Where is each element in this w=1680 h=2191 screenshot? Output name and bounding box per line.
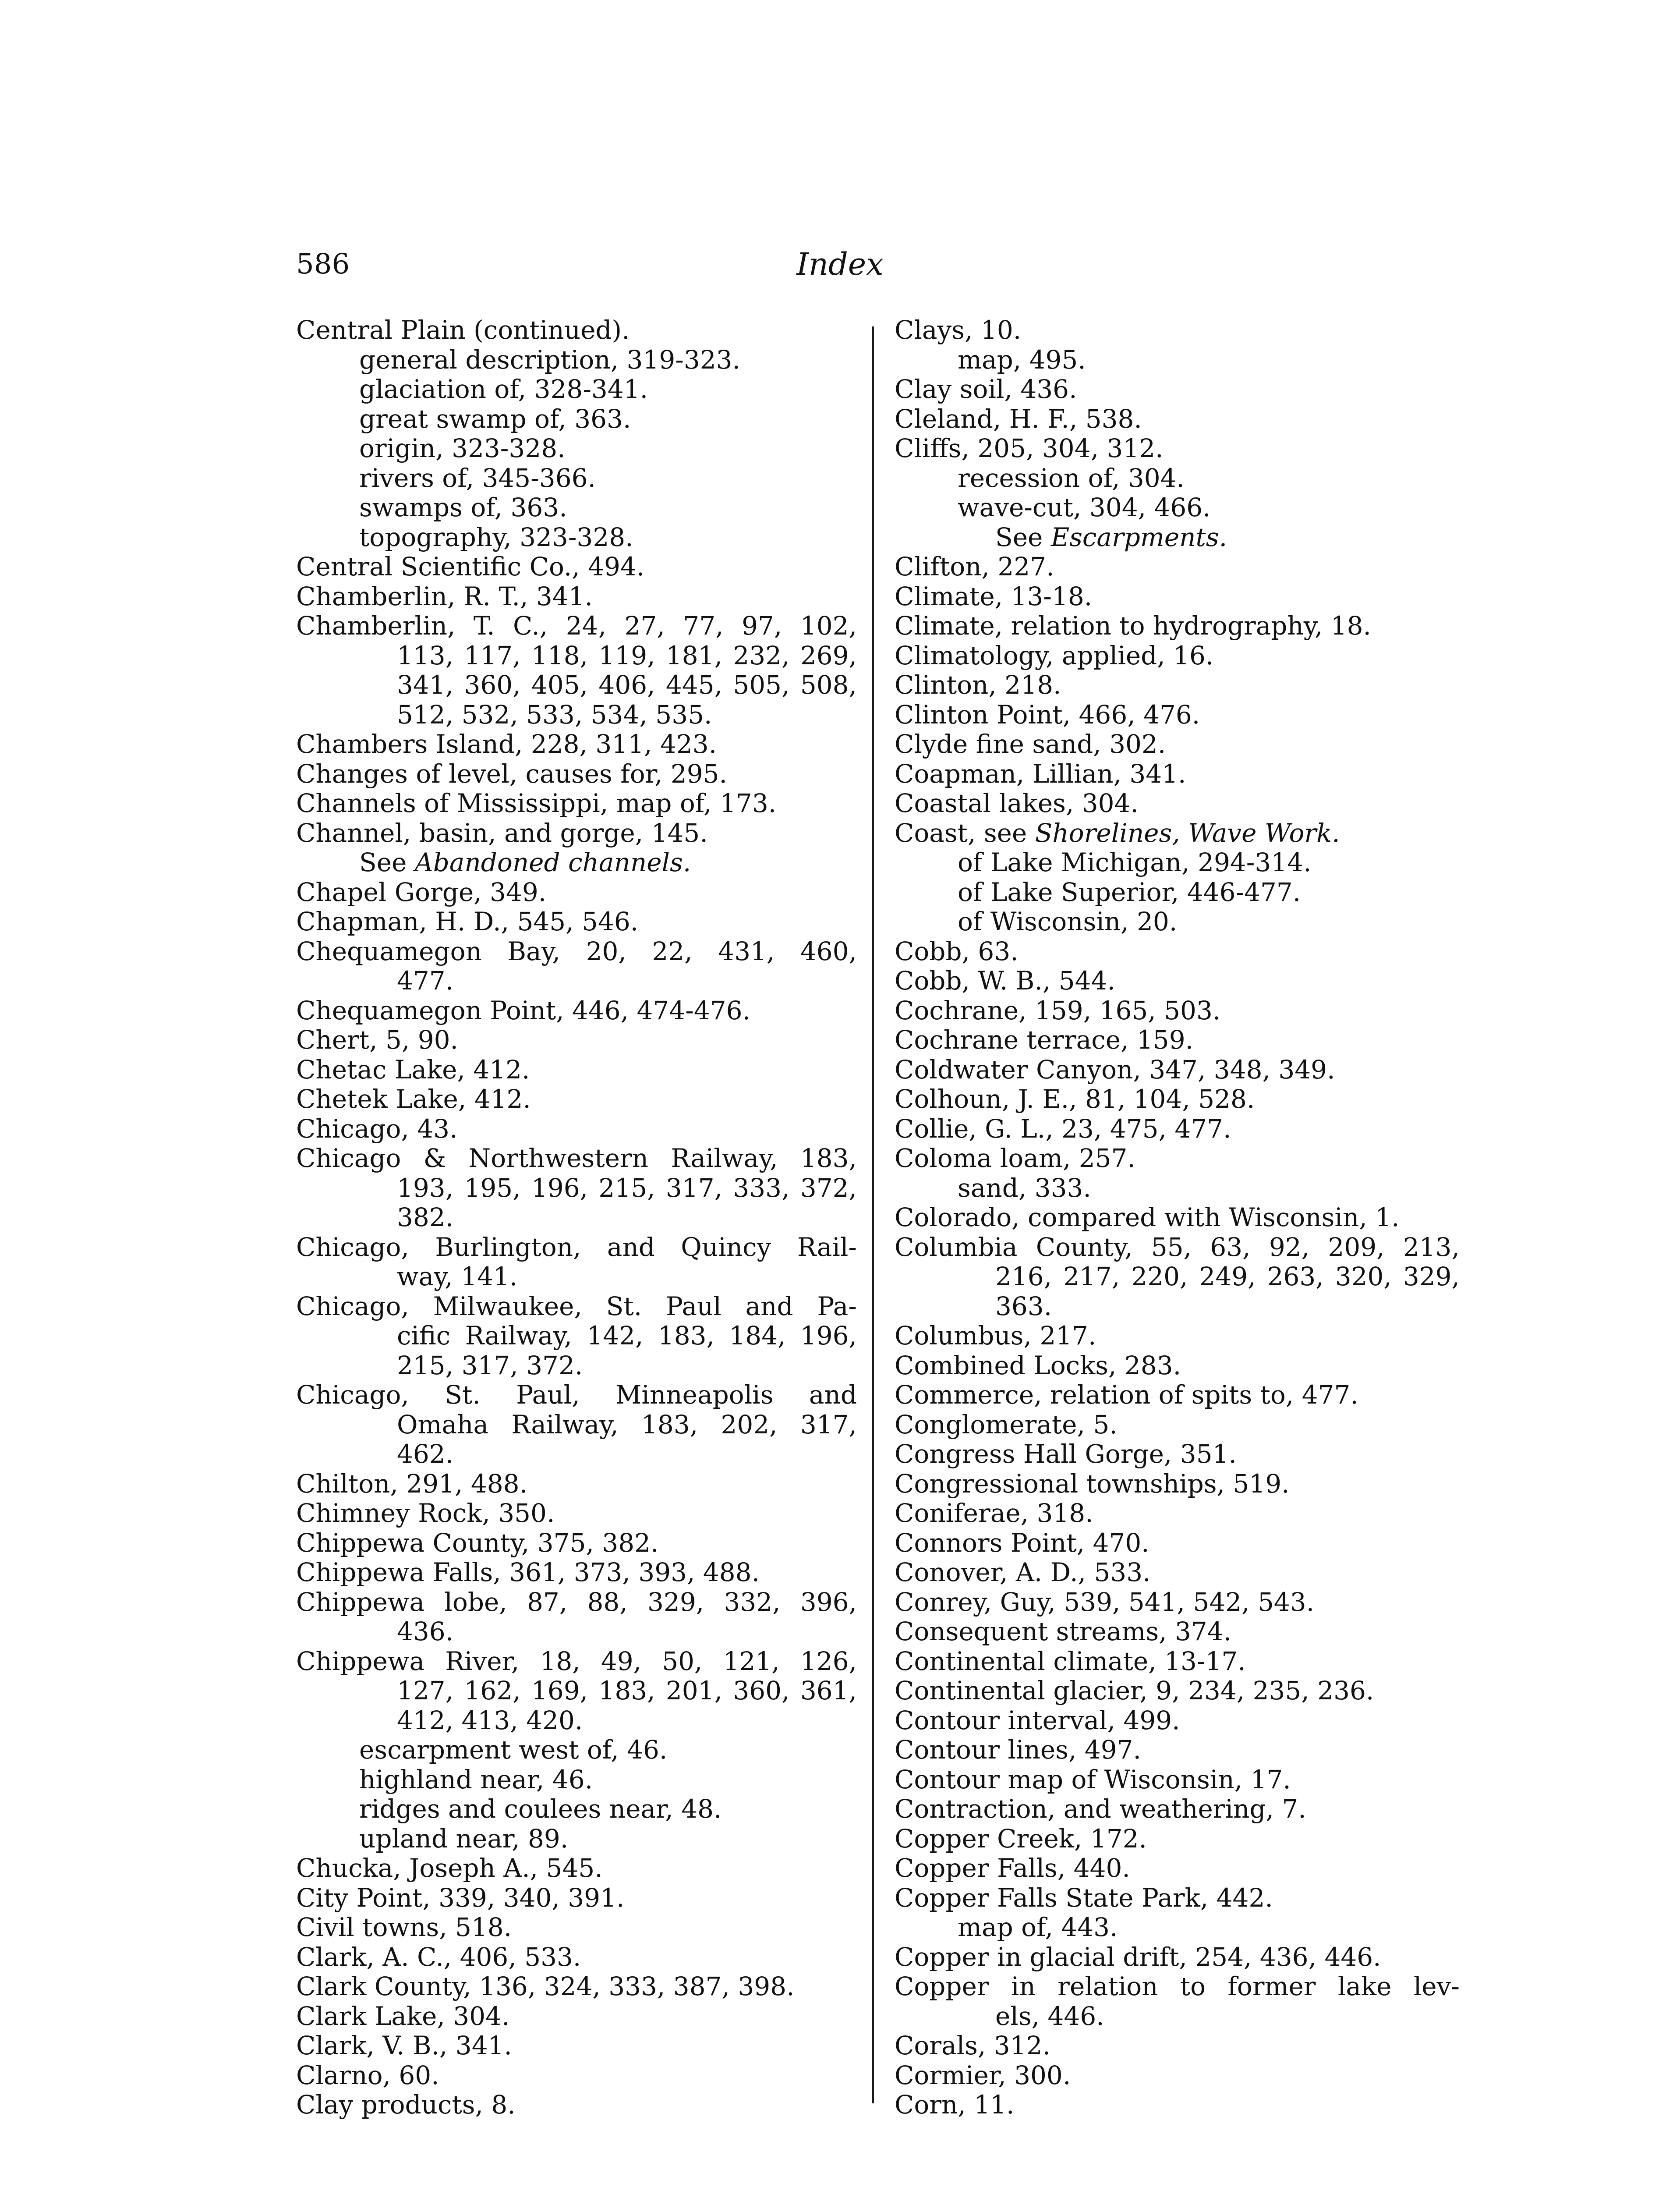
- index-entry: [895, 700, 1460, 730]
- index-entry-text: Civil towns, 518.: [296, 1912, 512, 1942]
- index-entry-text: Chamberlin, T. C., 24, 27, 77, 97, 102,: [296, 611, 857, 641]
- index-entry-text: Copper in glacial drift, 254, 436, 446.: [895, 1942, 1381, 1972]
- index-entry: [895, 2061, 1460, 2091]
- index-entry-text: Clark, V. B., 341.: [296, 2031, 512, 2060]
- index-entry: [296, 730, 857, 759]
- index-entry-text: origin, 323-328.: [359, 433, 566, 463]
- index-entry-text: 477.: [397, 966, 454, 996]
- index-subentry: [895, 2002, 1460, 2031]
- index-subentry: [296, 1173, 857, 1203]
- index-entry: [296, 878, 857, 908]
- index-entry: [296, 1292, 857, 1322]
- index-entry-text: Combined Locks, 283.: [895, 1350, 1181, 1380]
- index-entry: [895, 819, 1460, 848]
- index-entry-text: Cormier, 300.: [895, 2060, 1071, 2090]
- index-entry-text: 113, 117, 118, 119, 181, 232, 269,: [397, 641, 857, 670]
- index-entry-text: Chimney Rock, 350.: [296, 1498, 555, 1528]
- index-entry: [895, 1469, 1460, 1499]
- index-entry-text: Coastal lakes, 304.: [895, 788, 1139, 818]
- index-subentry: [296, 404, 857, 434]
- index-entry: [895, 641, 1460, 671]
- index-entry: [895, 1380, 1460, 1410]
- index-subentry: [296, 848, 857, 878]
- index-entry-text: Changes of level, causes for, 295.: [296, 759, 727, 789]
- index-entry-text: Climate, relation to hydrography, 18.: [895, 611, 1371, 641]
- index-entry: [296, 2090, 857, 2120]
- index-entry-text: Cliffs, 205, 304, 312.: [895, 433, 1164, 463]
- index-entry-text: Chambers Island, 228, 311, 423.: [296, 729, 717, 759]
- index-entry: [895, 1617, 1460, 1647]
- index-entry-text: Chicago, St. Paul, Minneapolis and: [296, 1380, 857, 1410]
- index-entry-text: 127, 162, 169, 183, 201, 360, 361,: [397, 1676, 857, 1705]
- index-entry-text: 382.: [397, 1202, 454, 1232]
- index-entry: [895, 937, 1460, 967]
- index-entry-text: Chucka, Joseph A., 545.: [296, 1853, 603, 1883]
- index-subentry: [296, 1439, 857, 1469]
- index-entry: [895, 2031, 1460, 2061]
- index-entry-text: Continental glacier, 9, 234, 235, 236.: [895, 1676, 1374, 1705]
- index-entry-text: general description, 319-323.: [359, 344, 740, 375]
- index-entry-text: highland near, 46.: [359, 1764, 593, 1794]
- index-subentry: [895, 493, 1460, 523]
- index-entry-text: Clark County, 136, 324, 333, 387, 398.: [296, 1971, 795, 2001]
- index-column-right: [895, 316, 1460, 2120]
- index-entry-text: recession of, 304.: [958, 463, 1185, 493]
- index-entry: [895, 1085, 1460, 1114]
- index-entry: [296, 2061, 857, 2091]
- index-entry-text: 193, 195, 196, 215, 317, 333, 372,: [397, 1173, 857, 1203]
- index-entry-text: of Lake Superior, 446-477.: [958, 877, 1301, 907]
- index-entry: [895, 1439, 1460, 1469]
- index-entry-text: Collie, G. L., 23, 475, 477.: [895, 1113, 1231, 1144]
- index-entry: [895, 2090, 1460, 2120]
- index-entry-text: Coloma loam, 257.: [895, 1143, 1135, 1173]
- index-entry: [296, 1233, 857, 1262]
- index-entry-text: Chicago, 43.: [296, 1113, 458, 1144]
- index-entry: [296, 1913, 857, 1943]
- index-entry-text: Chapel Gorge, 349.: [296, 877, 547, 907]
- index-entry: [895, 1943, 1460, 1972]
- index-entry-text: glaciation of, 328-341.: [359, 374, 648, 404]
- index-subentry: [296, 1321, 857, 1351]
- index-entry-text: Chippewa Falls, 361, 373, 393, 488.: [296, 1557, 760, 1587]
- index-subentry: [296, 1735, 857, 1765]
- index-subentry: [296, 1765, 857, 1795]
- index-subentry: [296, 966, 857, 996]
- index-entry: [895, 1025, 1460, 1055]
- index-entry: [296, 1114, 857, 1144]
- index-entry-text: 412, 413, 420.: [397, 1705, 583, 1735]
- index-entry-text: Conrey, Guy, 539, 541, 542, 543.: [895, 1587, 1315, 1617]
- index-entry: [895, 1321, 1460, 1351]
- index-entry: [296, 316, 857, 345]
- index-entry: [895, 1055, 1460, 1085]
- index-entry-text: Clarno, 60.: [296, 2060, 439, 2090]
- index-entry-text: upland near, 89.: [359, 1823, 569, 1854]
- index-entry-text: Chequamegon Point, 446, 474-476.: [296, 995, 750, 1025]
- index-entry-text: Coniferae, 318.: [895, 1498, 1093, 1528]
- index-entry: [296, 552, 857, 582]
- index-entry-text: Omaha Railway, 183, 202, 317,: [397, 1410, 857, 1439]
- index-entry: [296, 1380, 857, 1410]
- index-entry: [895, 966, 1460, 996]
- index-subentry: [296, 375, 857, 404]
- index-entry: [895, 1144, 1460, 1173]
- index-entry-text: Chetac Lake, 412.: [296, 1054, 530, 1085]
- index-entry-text: Cochrane terrace, 159.: [895, 1025, 1194, 1055]
- index-entry: [296, 1558, 857, 1588]
- index-entry: [895, 789, 1460, 819]
- index-entry-text: See: [359, 847, 415, 877]
- index-entry-text: Chamberlin, R. T., 341.: [296, 581, 593, 611]
- index-entry-text: rivers of, 345-366.: [359, 463, 596, 493]
- index-entry: [296, 582, 857, 612]
- index-entry: [296, 1144, 857, 1173]
- page-header: [0, 240, 1680, 288]
- index-entry: [895, 1528, 1460, 1558]
- index-entry: [296, 1972, 857, 2002]
- index-entry-text: Central Scientific Co., 494.: [296, 552, 645, 581]
- index-entry-text: Clay products, 8.: [296, 2090, 516, 2120]
- index-subentry: [296, 1794, 857, 1824]
- index-subentry: [296, 1262, 857, 1292]
- index-entry: [895, 316, 1460, 345]
- index-entry-text: escarpment west of, 46.: [359, 1735, 668, 1765]
- index-entry-text: Clay soil, 436.: [895, 374, 1077, 404]
- index-subentry: [895, 1292, 1460, 1322]
- index-entry: [895, 1499, 1460, 1528]
- index-entry-text: Cleland, H. F., 538.: [895, 404, 1142, 434]
- index-entry-text: Contour map of Wisconsin, 17.: [895, 1764, 1291, 1794]
- index-entry-text: Clyde fine sand, 302.: [895, 729, 1166, 759]
- index-entry-text: 341, 360, 405, 406, 445, 505, 508,: [397, 670, 857, 700]
- index-entry: [296, 2002, 857, 2031]
- index-entry: [895, 582, 1460, 612]
- index-entry: [296, 819, 857, 848]
- index-entry: [895, 1114, 1460, 1144]
- index-entry: [895, 1883, 1460, 1913]
- index-entry-text: Corals, 312.: [895, 2031, 1050, 2060]
- index-entry: [895, 1233, 1460, 1262]
- index-entry-text: Channel, basin, and gorge, 145.: [296, 818, 708, 848]
- index-entry: [296, 1943, 857, 1972]
- index-entry-text: Chequamegon Bay, 20, 22, 431, 460,: [296, 936, 857, 966]
- index-entry-text: cific Railway, 142, 183, 184, 196,: [397, 1321, 857, 1351]
- index-entry-text: Copper Falls State Park, 442.: [895, 1883, 1273, 1913]
- index-entry-text: 462.: [397, 1439, 454, 1469]
- index-entry: [895, 1410, 1460, 1440]
- index-entry: [895, 1765, 1460, 1795]
- index-subentry: [895, 1913, 1460, 1943]
- index-entry: [296, 1499, 857, 1528]
- index-entry: [895, 1203, 1460, 1233]
- index-entry-text: Congressional townships, 519.: [895, 1468, 1290, 1499]
- index-entry-text: Climate, 13-18.: [895, 581, 1093, 611]
- index-entry: [296, 1025, 857, 1055]
- index-subentry: [296, 1351, 857, 1381]
- index-entry: [895, 404, 1460, 434]
- index-entry: [895, 1706, 1460, 1736]
- index-entry-text: Coapman, Lillian, 341.: [895, 759, 1186, 789]
- index-entry: [895, 730, 1460, 759]
- index-entry-text: 436.: [397, 1617, 454, 1646]
- index-entry: [895, 1824, 1460, 1854]
- index-entry: [895, 996, 1460, 1026]
- index-entry-text: of Wisconsin, 20.: [958, 907, 1178, 936]
- index-entry-text: Copper in relation to former lake lev-: [895, 1972, 1460, 2001]
- index-subentry: [895, 907, 1460, 937]
- index-entry-text: Columbus, 217.: [895, 1321, 1096, 1351]
- cross-reference-text: Escarpments.: [1050, 522, 1227, 552]
- index-entry-text: Copper Falls, 440.: [895, 1853, 1130, 1883]
- index-entry-text: Chicago & Northwestern Railway, 183,: [296, 1144, 857, 1173]
- index-entry-text: Conover, A. D., 533.: [895, 1557, 1151, 1587]
- index-subentry: [895, 523, 1460, 553]
- index-entry: [296, 789, 857, 819]
- index-entry-text: Clifton, 227.: [895, 552, 1054, 581]
- index-entry-text: Contour interval, 499.: [895, 1705, 1180, 1735]
- index-entry: [895, 1588, 1460, 1617]
- index-entry: [296, 1469, 857, 1499]
- index-entry: [296, 937, 857, 967]
- index-entry: [895, 759, 1460, 789]
- index-entry-text: Cobb, W. B., 544.: [895, 966, 1115, 996]
- index-entry-text: Commerce, relation of spits to, 477.: [895, 1380, 1358, 1410]
- index-entry-text: wave-cut, 304, 466.: [958, 493, 1211, 522]
- index-entry: [296, 996, 857, 1026]
- index-subentry: [296, 641, 857, 671]
- index-entry-text: Connors Point, 470.: [895, 1528, 1149, 1558]
- index-entry-text: Chicago, Milwaukee, St. Paul and Pa-: [296, 1291, 857, 1321]
- index-entry-text: of Lake Michigan, 294-314.: [958, 847, 1312, 877]
- index-entry-text: Clinton, 218.: [895, 670, 1061, 700]
- index-subentry: [296, 523, 857, 553]
- index-entry-text: City Point, 339, 340, 391.: [296, 1883, 625, 1913]
- index-entry-text: Clinton Point, 466, 476.: [895, 699, 1200, 730]
- index-entry-text: 216, 217, 220, 249, 263, 320, 329,: [995, 1262, 1460, 1291]
- index-entry-text: Copper Creek, 172.: [895, 1823, 1147, 1854]
- index-subentry: [895, 1173, 1460, 1203]
- index-entry-text: Conglomerate, 5.: [895, 1409, 1118, 1439]
- index-entry-text: Cobb, 63.: [895, 936, 1019, 966]
- index-subentry: [895, 345, 1460, 375]
- index-subentry: [296, 1203, 857, 1233]
- index-column-left: [296, 316, 857, 2120]
- column-divider: [872, 326, 874, 2103]
- running-head: Index: [796, 246, 884, 282]
- index-entry-text: Chippewa lobe, 87, 88, 329, 332, 396,: [296, 1587, 857, 1617]
- index-entry-text: Columbia County, 55, 63, 92, 209, 213,: [895, 1232, 1460, 1262]
- index-entry-text: Clark, A. C., 406, 533.: [296, 1942, 581, 1972]
- index-entry-text: Channels of Mississippi, map of, 173.: [296, 788, 777, 818]
- index-entry: [895, 1735, 1460, 1765]
- index-subentry: [296, 700, 857, 730]
- index-entry-text: Consequent streams, 374.: [895, 1617, 1232, 1646]
- index-subentry: [296, 1410, 857, 1440]
- index-entry: [895, 1647, 1460, 1677]
- index-entry-text: ridges and coulees near, 48.: [359, 1794, 722, 1824]
- index-entry: [895, 1558, 1460, 1588]
- page-number: 586: [296, 248, 350, 280]
- index-entry: [296, 2031, 857, 2061]
- index-entry-text: Contraction, and weathering, 7.: [895, 1794, 1306, 1824]
- index-entry: [296, 1854, 857, 1883]
- index-subentry: [296, 1676, 857, 1706]
- index-entry-text: 215, 317, 372.: [397, 1350, 583, 1380]
- index-subentry: [296, 670, 857, 700]
- index-entry-text: Coldwater Canyon, 347, 348, 349.: [895, 1054, 1335, 1085]
- index-entry: [895, 1676, 1460, 1706]
- index-entry-text: Chippewa River, 18, 49, 50, 121, 126,: [296, 1646, 857, 1676]
- index-entry-text: Central Plain (continued).: [296, 315, 630, 345]
- index-entry: [296, 1647, 857, 1677]
- index-entry: [296, 611, 857, 641]
- index-entry-text: way, 141.: [397, 1262, 518, 1291]
- index-entry-text: Chicago, Burlington, and Quincy Rail-: [296, 1232, 857, 1262]
- index-entry: [296, 1588, 857, 1617]
- index-entry-text: Contour lines, 497.: [895, 1735, 1141, 1765]
- index-entry-text: Clark Lake, 304.: [296, 2001, 510, 2031]
- index-entry-text: Chetek Lake, 412.: [296, 1084, 531, 1114]
- index-entry: [895, 1351, 1460, 1381]
- index-entry-text: Corn, 11.: [895, 2090, 1015, 2120]
- index-entry-text: Chippewa County, 375, 382.: [296, 1528, 659, 1558]
- index-entry-text: 363.: [995, 1291, 1052, 1321]
- index-entry: [895, 611, 1460, 641]
- index-entry-text: Climatology, applied, 16.: [895, 640, 1214, 670]
- index-entry-text: Colhoun, J. E., 81, 104, 528.: [895, 1084, 1255, 1114]
- index-entry-text: map of, 443.: [958, 1912, 1118, 1942]
- index-subentry: [895, 1262, 1460, 1292]
- index-entry-text: 512, 532, 533, 534, 535.: [397, 699, 712, 730]
- index-entry: [895, 434, 1460, 464]
- index-subentry: [296, 1617, 857, 1647]
- index-subentry: [296, 493, 857, 523]
- index-subentry: [296, 1824, 857, 1854]
- index-entry: [296, 1883, 857, 1913]
- index-subentry: [296, 464, 857, 493]
- index-entry-text: Chert, 5, 90.: [296, 1025, 458, 1055]
- cross-reference-text: Abandoned channels.: [414, 847, 691, 877]
- index-entry-text: Chilton, 291, 488.: [296, 1468, 528, 1499]
- index-entry-text: map, 495.: [958, 344, 1086, 375]
- index-entry-text: Colorado, compared with Wisconsin, 1.: [895, 1202, 1400, 1232]
- index-subentry: [296, 434, 857, 464]
- index-entry-text: Cochrane, 159, 165, 503.: [895, 995, 1221, 1025]
- index-entry-text: Chapman, H. D., 545, 546.: [296, 907, 639, 936]
- index-entry: [895, 1854, 1460, 1883]
- index-entry: [296, 1528, 857, 1558]
- index-entry-text: Coast, see: [895, 818, 1035, 848]
- index-entry-text: Congress Hall Gorge, 351.: [895, 1439, 1237, 1469]
- index-entry-text: Continental climate, 13-17.: [895, 1646, 1246, 1676]
- index-entry-text: great swamp of, 363.: [359, 404, 631, 434]
- index-entry: [895, 375, 1460, 404]
- cross-reference-text: Shorelines, Wave Work.: [1035, 818, 1340, 848]
- index-entry: [895, 1794, 1460, 1824]
- index-subentry: [895, 878, 1460, 908]
- index-entry-text: els, 446.: [995, 2001, 1104, 2031]
- index-entry: [296, 759, 857, 789]
- index-subentry: [296, 1706, 857, 1736]
- index-entry: [296, 1055, 857, 1085]
- index-subentry: [895, 464, 1460, 493]
- index-entry: [895, 670, 1460, 700]
- index-entry-text: swamps of, 363.: [359, 493, 567, 522]
- index-subentry: [895, 848, 1460, 878]
- index-subentry: [296, 345, 857, 375]
- index-entry-text: sand, 333.: [958, 1173, 1091, 1203]
- index-entry: [895, 1972, 1460, 2002]
- index-entry: [296, 907, 857, 937]
- index-entry-text: Clays, 10.: [895, 315, 1022, 345]
- index-entry: [895, 552, 1460, 582]
- index-entry-text: See: [995, 522, 1051, 552]
- index-entry-text: topography, 323-328.: [359, 522, 633, 552]
- index-entry: [296, 1085, 857, 1114]
